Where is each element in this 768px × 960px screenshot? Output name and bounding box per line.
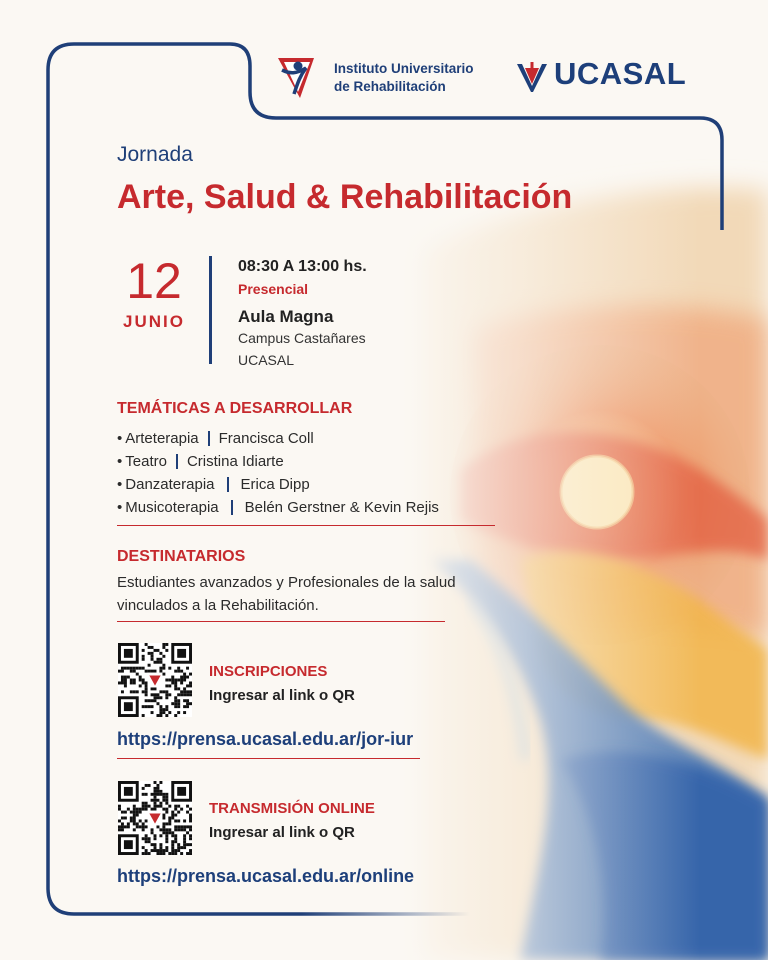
bullet-icon: •	[117, 430, 123, 447]
event-modality: Presencial	[238, 281, 309, 297]
registration-subtitle: Ingresar al link o QR	[209, 687, 355, 704]
list-item	[117, 473, 497, 496]
bullet-icon: •	[117, 476, 123, 493]
audience-title: DESTINATARIOS	[117, 548, 246, 565]
event-institution: UCASAL	[238, 352, 295, 368]
topic-name: Danzaterapia	[125, 476, 215, 493]
topic-name: Arteterapia	[125, 430, 199, 447]
streaming-subtitle: Ingresar al link o QR	[209, 824, 355, 841]
institute-logo-icon	[276, 52, 316, 100]
list-item	[117, 450, 497, 473]
registration-qr-code[interactable]	[118, 643, 192, 717]
separator	[176, 454, 178, 469]
bullet-icon: •	[117, 453, 123, 470]
topic-speaker: Belén Gerstner & Kevin Rejis	[244, 499, 439, 516]
streaming-link[interactable]: https://prensa.ucasal.edu.ar/online	[117, 866, 415, 886]
registration-title: INSCRIPCIONES	[209, 663, 328, 680]
separator	[227, 477, 229, 492]
topics-list	[117, 427, 497, 519]
section-divider	[117, 525, 495, 526]
institute-name-line2: de Rehabilitación	[334, 79, 446, 94]
event-venue: Aula Magna	[238, 307, 334, 326]
topic-name: Teatro	[125, 453, 167, 470]
topics-title: TEMÁTICAS A DESARROLLAR	[117, 400, 353, 417]
list-item	[117, 496, 497, 519]
date-divider	[209, 256, 212, 364]
institute-name-line1: Instituto Universitario	[334, 61, 474, 76]
event-title: Arte, Salud & Rehabilitación	[117, 178, 573, 216]
topic-name: Musicoterapia	[125, 499, 219, 516]
event-time: 08:30 A 13:00 hs.	[238, 258, 367, 275]
audience-text: Estudiantes avanzados y Profesionales de la salud vinculados a la Rehabilitación.	[117, 574, 456, 614]
streaming-qr-code[interactable]	[118, 781, 192, 855]
registration-link[interactable]: https://prensa.ucasal.edu.ar/jor-iur	[117, 729, 414, 749]
streaming-title: TRANSMISIÓN ONLINE	[209, 800, 375, 817]
event-day: 12	[126, 253, 182, 309]
separator	[208, 431, 210, 446]
ucasal-wordmark: UCASAL	[554, 56, 687, 91]
section-divider	[117, 621, 445, 622]
event-campus: Campus Castañares	[238, 330, 366, 346]
list-item	[117, 427, 497, 450]
separator	[231, 500, 233, 515]
section-divider	[117, 758, 420, 759]
event-month: JUNIO	[123, 312, 185, 331]
event-kind: Jornada	[117, 143, 193, 166]
bullet-icon: •	[117, 499, 123, 516]
topic-speaker: Francisca Coll	[218, 430, 314, 447]
ucasal-logo-icon	[516, 60, 548, 94]
institute-name	[334, 60, 514, 96]
topic-speaker: Erica Dipp	[240, 476, 310, 493]
topic-speaker: Cristina Idiarte	[186, 453, 284, 470]
